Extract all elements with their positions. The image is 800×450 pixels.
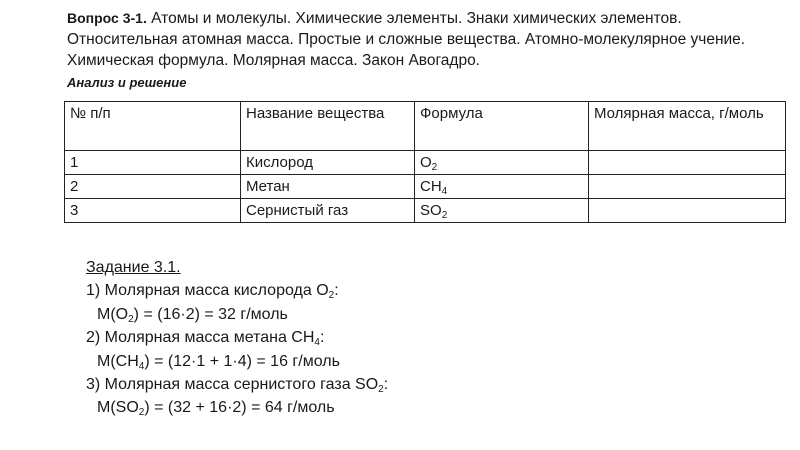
question-number: Вопрос 3-1. <box>67 10 147 26</box>
cell-formula <box>415 199 589 223</box>
table-row <box>65 175 786 199</box>
calc-subscript: 2 <box>128 313 134 325</box>
task-item-label <box>86 326 388 349</box>
task-title: Задание 3.1. <box>86 259 181 276</box>
task-section <box>86 256 388 420</box>
task-item-calculation <box>86 350 388 373</box>
label-suffix: : <box>334 282 339 300</box>
label-text: 3) Молярная масса сернистого газа SO <box>86 376 379 394</box>
formula-base: SO <box>420 202 442 219</box>
label-suffix: : <box>383 376 389 394</box>
cell-formula <box>415 175 589 199</box>
column-header-molar-mass: Молярная масса, г/моль <box>589 102 786 151</box>
table-row <box>65 199 786 223</box>
label-suffix: : <box>319 329 325 347</box>
cell-name: Кислород <box>241 151 415 175</box>
label-subscript: 2 <box>378 384 384 396</box>
label-subscript: 2 <box>328 290 335 302</box>
cell-name: Сернистый газ <box>241 199 415 223</box>
cell-number: 3 <box>65 199 241 223</box>
cell-formula <box>415 151 589 175</box>
column-header-formula: Формула <box>415 102 589 151</box>
calc-subscript: 2 <box>138 407 145 419</box>
cell-number: 1 <box>65 151 241 175</box>
calc-subscript: 4 <box>138 360 145 372</box>
substances-table <box>64 101 786 223</box>
cell-molar-mass <box>589 151 786 175</box>
task-item-calculation <box>86 303 388 326</box>
question-text: Атомы и молекулы. Химические элементы. Знаки химических элементов. Относительная атомная масса. Простые и сложные вещества. Атомно-молекулярное учение. Химическая формула. Молярная масса. Закон Авогадро. <box>67 10 746 69</box>
question-header <box>67 8 787 71</box>
column-header-number: № п/п <box>65 102 241 151</box>
task-item-label <box>86 279 388 302</box>
formula-base: CH <box>420 178 442 195</box>
formula-base: O <box>420 154 432 171</box>
calc-result: ) = (16·2) = 32 г/моль <box>133 305 288 323</box>
cell-molar-mass <box>589 175 786 199</box>
calc-result: ) = (32 + 16·2) = 64 г/моль <box>144 399 335 417</box>
cell-name: Метан <box>241 175 415 199</box>
table-row <box>65 151 786 175</box>
task-item-calculation <box>86 396 388 419</box>
table-header-row <box>65 102 786 151</box>
cell-molar-mass <box>589 199 786 223</box>
label-text: 1) Молярная масса кислорода O <box>86 282 329 300</box>
calc-result: ) = (12·1 + 1·4) = 16 г/моль <box>144 352 340 370</box>
cell-number: 2 <box>65 175 241 199</box>
calc-text: M(SO <box>97 399 139 417</box>
label-text: 2) Молярная масса метана CH <box>86 329 315 347</box>
label-subscript: 4 <box>314 337 320 349</box>
calc-text: M(O <box>97 305 129 323</box>
column-header-name: Название вещества <box>241 102 415 151</box>
analysis-heading: Анализ и решение <box>67 75 187 90</box>
formula-subscript: 2 <box>441 210 448 221</box>
formula-subscript: 4 <box>441 186 448 197</box>
formula-subscript: 2 <box>431 162 438 173</box>
task-item-label <box>86 373 388 396</box>
calc-text: M(CH <box>97 352 139 370</box>
